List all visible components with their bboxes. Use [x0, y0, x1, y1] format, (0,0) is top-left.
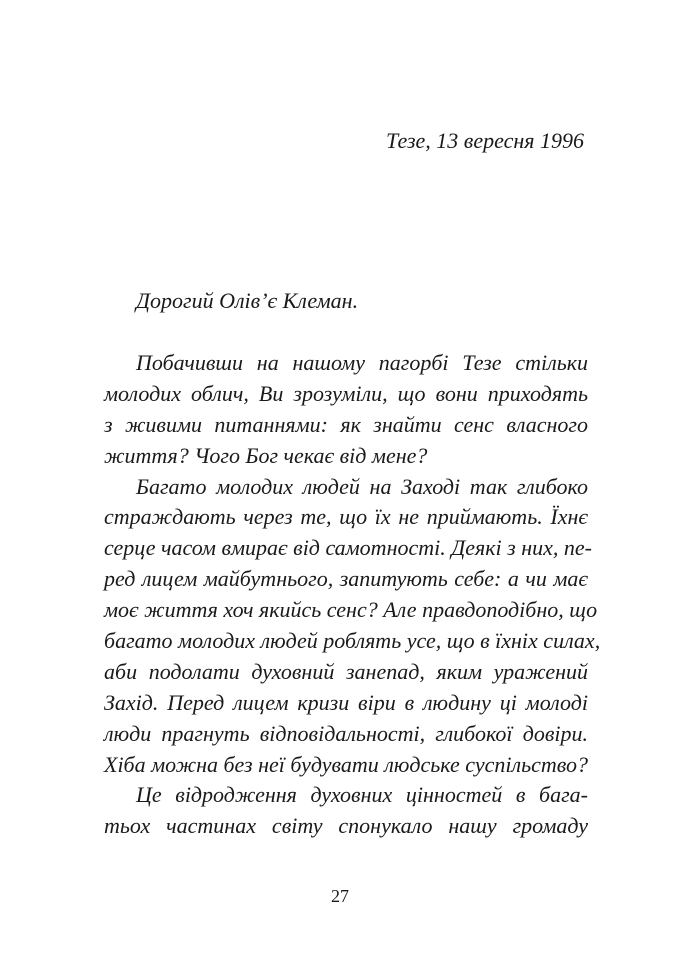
letter-body: [104, 348, 601, 842]
paragraph-1-line-1: Побачивши на нашому пагорбі Тезе стільки: [136, 350, 588, 375]
paragraph-1-line-3: з живими питаннями: як знайти сенс власного: [104, 411, 588, 437]
paragraph-2-line-5: моє життя хоч якийсь сенс? Але правдоподібно, що: [104, 597, 598, 623]
paragraph-2-line-8: Захід. Перед лицем кризи віри в людину ці молоді: [104, 689, 588, 715]
paragraph-3-line-1: Це відродження духовних цінностей в бага-: [136, 782, 588, 808]
paragraph-3-line-2: тьох частинах світу спонукало нашу громаду: [104, 813, 588, 839]
letter-salutation: Дорогий Олів’є Клеман.: [136, 288, 359, 313]
page-number: 27: [331, 886, 349, 906]
paragraph-2-line-4: ред лицем майбутнього, запитують себе: а чи має: [104, 566, 588, 592]
paragraph-2-line-7: аби подолати духовний занепад, яким уражений: [104, 658, 588, 684]
paragraph-2-line-6: багато молодих людей роблять усе, що в їхніх силах,: [104, 628, 601, 654]
paragraph-2-line-1: Багато молодих людей на Заході так глибоко: [136, 473, 588, 499]
paragraph-2-line-10: Хіба можна без неї будувати людське суспільство?: [104, 751, 589, 777]
paragraph-1-line-4: життя? Чого Бог чекає від мене?: [104, 442, 428, 468]
paragraph-2-line-3: серце часом вмирає від самотності. Деякі з них, пе-: [104, 535, 592, 561]
paragraph-2-line-9: люди прагнуть відповідальності, глибокої довіри.: [104, 720, 588, 746]
paragraph-1-line-2: молодих облич, Ви зрозуміли, що вони приходять: [104, 380, 588, 406]
paragraph-2-line-2: страждають через те, що їх не приймають. Їхнє: [104, 504, 588, 530]
letter-dateline: Тезе, 13 вересня 1996: [386, 128, 584, 153]
